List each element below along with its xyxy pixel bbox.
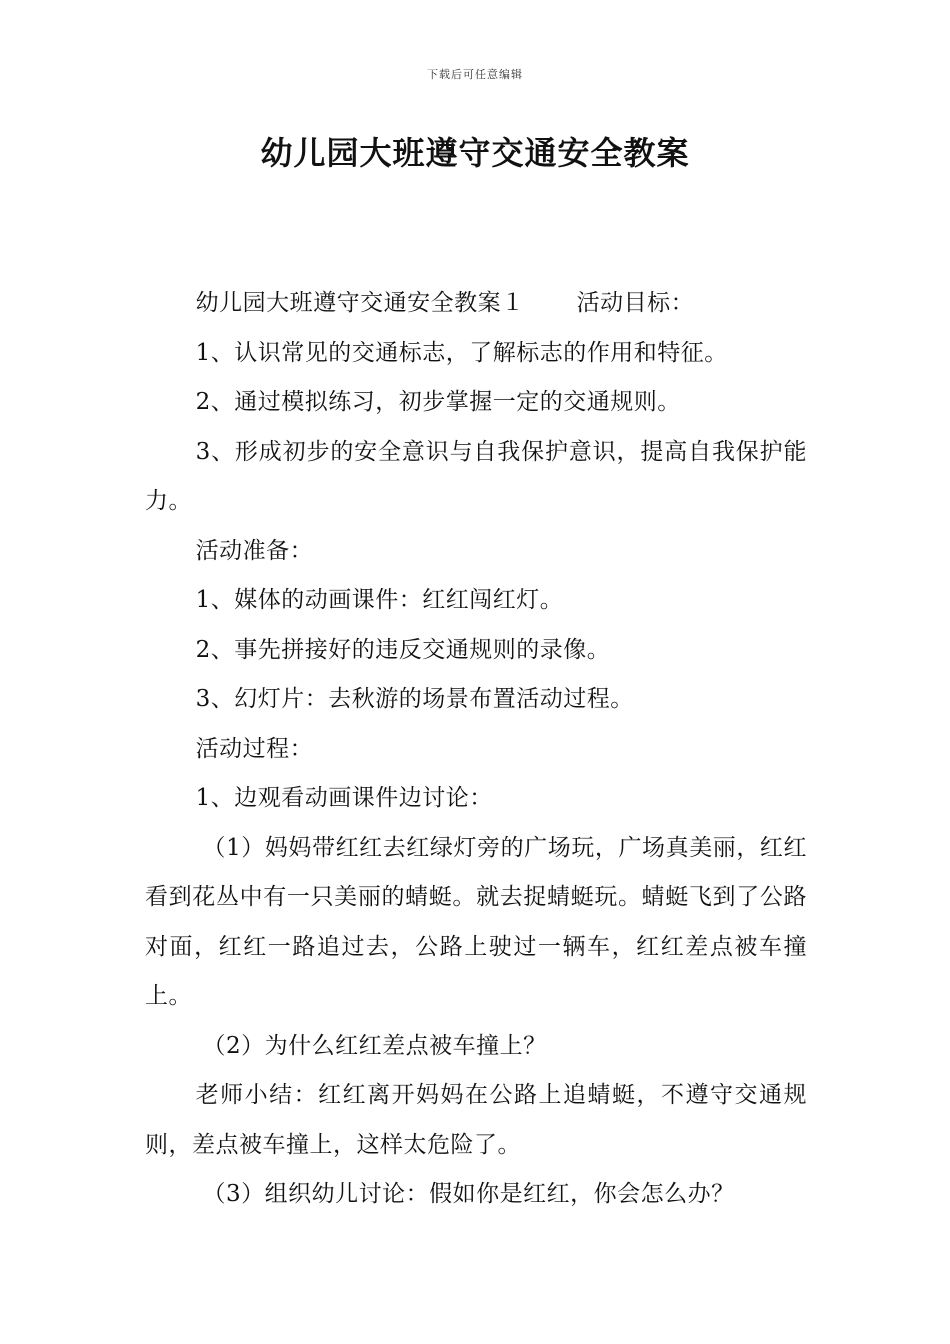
goals-heading: 活动目标： xyxy=(576,290,695,316)
process-subitem-1: （1）妈妈带红红去红绿灯旁的广场玩，广场真美丽，红红看到花丛中有一只美丽的蜻蜓。就去捉蜻蜓玩。蜻蜓飞到了公路对面，红红一路追过去，公路上驶过一辆车，红红差点被车撞上。 xyxy=(145,834,807,1009)
process-item-1: 1、边观看动画课件边讨论： xyxy=(195,785,493,811)
teacher-summary: 老师小结：红红离开妈妈在公路上追蜻蜓，不遵守交通规则，差点被车撞上，这样太危险了。 xyxy=(145,1082,807,1158)
document-title: 幼儿园大班遵守交通安全教案 xyxy=(260,134,690,172)
goal-item-1: 1、认识常见的交通标志，了解标志的作用和特征。 xyxy=(195,339,728,366)
goal-item-3: 3、形成初步的安全意识与自我保护意识，提高自我保护能力。 xyxy=(145,438,807,514)
document-body xyxy=(145,279,807,1220)
header-note: 下载后可任意编辑 xyxy=(427,68,523,81)
goal-item-2: 2、通过模拟练习，初步掌握一定的交通规则。 xyxy=(195,389,681,415)
preparation-item-1: 1、媒体的动画课件：红红闯红灯。 xyxy=(195,587,564,613)
lesson-plan-heading: 幼儿园大班遵守交通安全教案１ xyxy=(195,290,525,316)
preparation-item-2: 2、事先拼接好的违反交通规则的录像。 xyxy=(195,636,611,663)
preparation-item-3: 3、幻灯片：去秋游的场景布置活动过程。 xyxy=(195,686,634,712)
process-subitem-2: （2）为什么红红差点被车撞上？ xyxy=(202,1032,547,1059)
process-subitem-3: （3）组织幼儿讨论：假如你是红红，你会怎么办？ xyxy=(202,1181,735,1207)
preparation-heading: 活动准备： xyxy=(195,537,314,564)
process-heading: 活动过程： xyxy=(195,735,314,762)
section-heading xyxy=(145,279,807,329)
